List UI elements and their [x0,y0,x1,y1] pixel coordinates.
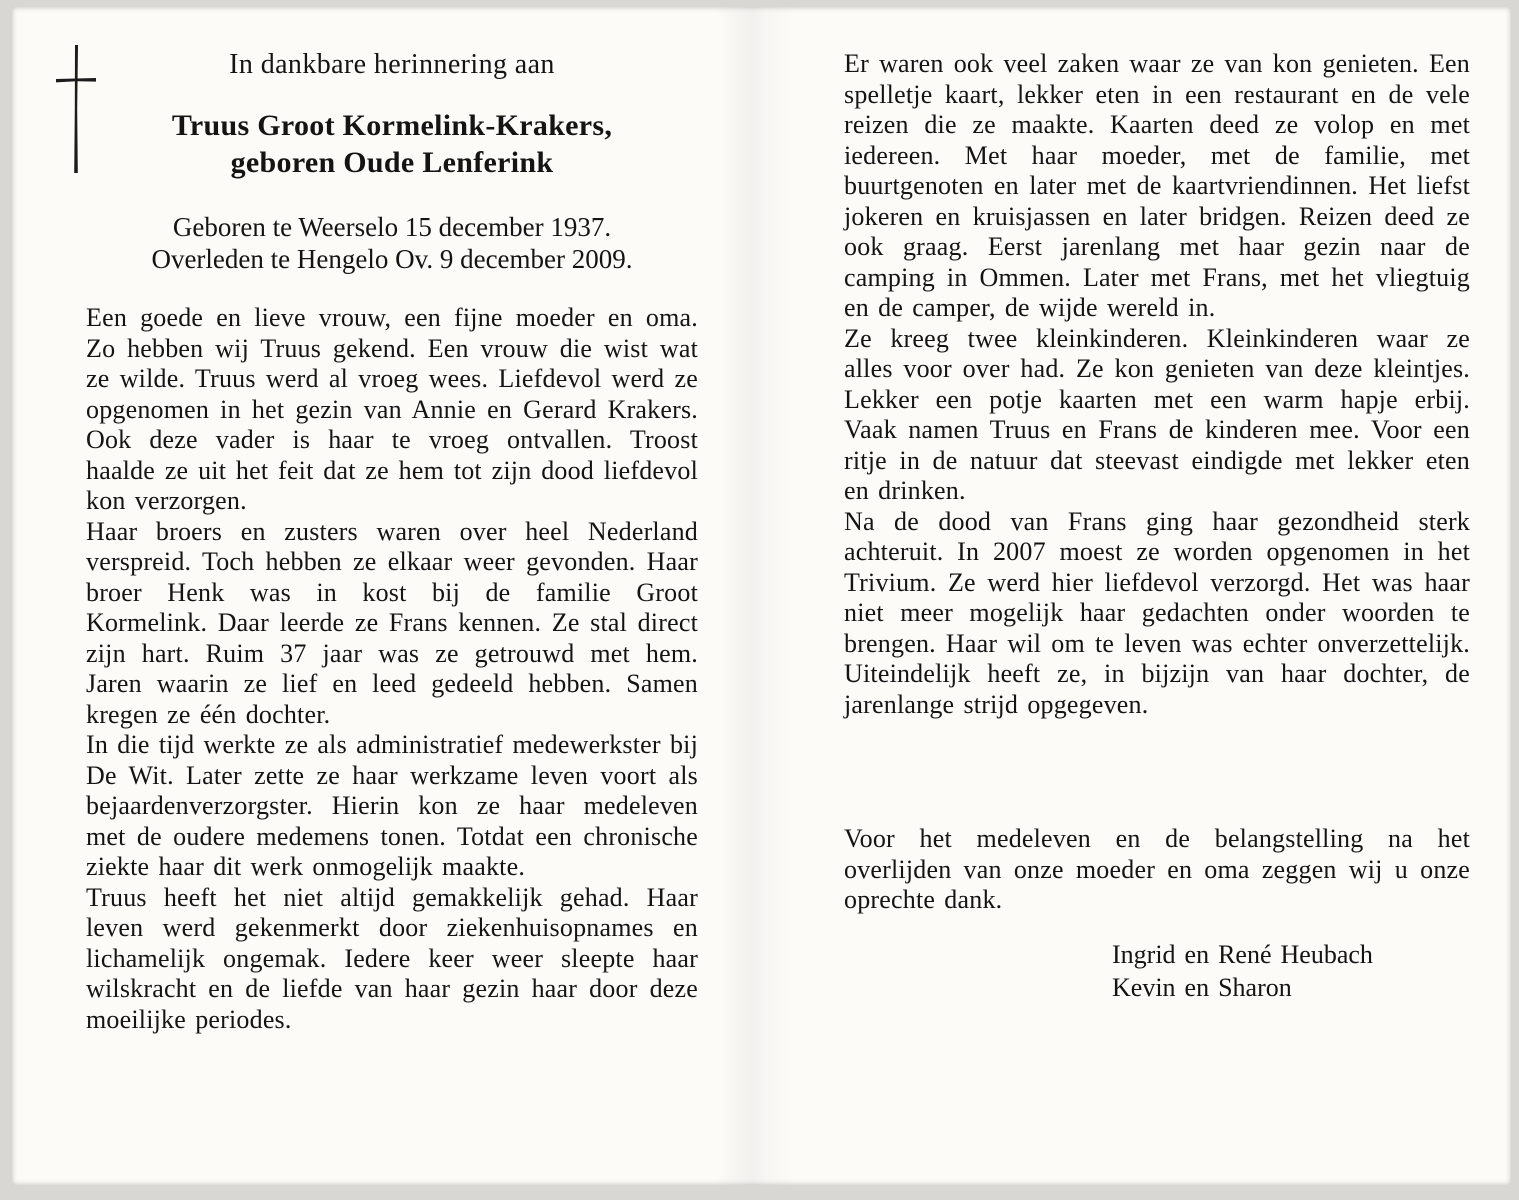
body-paragraph: Haar broers en zusters waren over heel Nederland verspreid. Toch hebben ze elkaar weer gevonden. Haar broer Henk was in kost bij de familie Groot Kormelink. Daar leerde ze Frans kennen. Ze stal direct zijn hart. Ruim 37 jaar was ze getrouwd met hem. Jaren waarin ze lief en leed gedeeld hebben. Samen kregen ze één dochter. [86,516,698,729]
signature-block [1112,938,1470,1004]
signature-line: Kevin en Sharon [1112,972,1292,1002]
memorial-card [12,7,1511,1185]
deceased-name-line2: geboren Oude Lenferink [230,146,554,179]
memorial-header: In dankbare herinnering aan [229,49,555,80]
body-paragraph: In die tijd werkte ze als administratief medewerkster bij De Wit. Later zette ze haar werkzame leven voort als bejaardenverzorgster. Hierin kon ze haar medeleven met de oudere medemens tonen. Totdat een chronische ziekte haar dit werk onmogelijk maakte. [86,730,698,881]
left-column [86,49,698,1035]
birth-line: Geboren te Weerselo 15 december 1937. [172,212,612,242]
body-paragraph: Een goede en lieve vrouw, een fijne moeder en oma. Zo hebben wij Truus gekend. Een vrouw die wist wat ze wilde. Truus werd al vroeg wees. Liefdevol werd ze opgenomen in het gezin van Annie en Gerard Krakers. Ook deze vader is haar te vroeg ontvallen. Troost haalde ze uit het feit dat ze hem tot zijn dood liefdevol kon verzorgen. [86,303,698,515]
right-column [844,49,1470,1004]
deceased-name [86,107,698,181]
body-paragraph: Er waren ook veel zaken waar ze van kon genieten. Een spelletje kaart, lekker eten in een restaurant en de vele reizen die ze maakte. Kaarten deed ze volop en met iedereen. Met haar moeder, met de familie, met buurtgenoten en later met de kaartvriendinnen. Het liefst jokeren en kruisjassen en later bridgen. Reizen deed ze ook graag. Eerst jarenlang met haar gezin naar de camping in Ommen. Later met Frans, met het vliegtuig en de camper, de wijde wereld in. [844,49,1470,322]
signature-line: Ingrid en René Heubach [1112,939,1373,969]
thanks-paragraph: Voor het medeleven en de belangstelling na het overlijden van onze moeder en oma zeggen wij u onze oprechte dank. [844,824,1470,914]
body-paragraph: Truus heeft het niet altijd gemakkelijk gehad. Haar leven werd gekenmerkt door ziekenhuisopnames en lichamelijk ongemak. Iedere keer weer sleepte haar wilskracht en de liefde van haar gezin haar door deze moeilijke periodes. [86,882,698,1034]
body-paragraph: Na de dood van Frans ging haar gezondheid sterk achteruit. In 2007 moest ze worden opgenomen in het Trivium. Ze werd hier liefdevol verzorgd. Het was haar niet meer mogelijk haar gedachten onder woorden te brengen. Haar wil om te leven was echter onverzettelijk. Uiteindelijk heeft ze, in bijzijn van haar dochter, de jarenlange strijd opgegeven. [844,506,1470,719]
death-line: Overleden te Hengelo Ov. 9 december 2009. [151,244,633,274]
card-fold-shadow [717,7,797,1185]
life-dates [86,211,698,275]
deceased-name-line1: Truus Groot Kormelink-Krakers, [171,109,613,142]
body-paragraph: Ze kreeg twee kleinkinderen. Kleinkinderen waar ze alles voor over had. Ze kon genieten van deze kleintjes. Lekker een potje kaarten met een warm hapje erbij. Vaak namen Truus en Frans de kinderen mee. Voor een ritje in de natuur dat steevast eindigde met lekker eten en drinken. [844,323,1470,505]
